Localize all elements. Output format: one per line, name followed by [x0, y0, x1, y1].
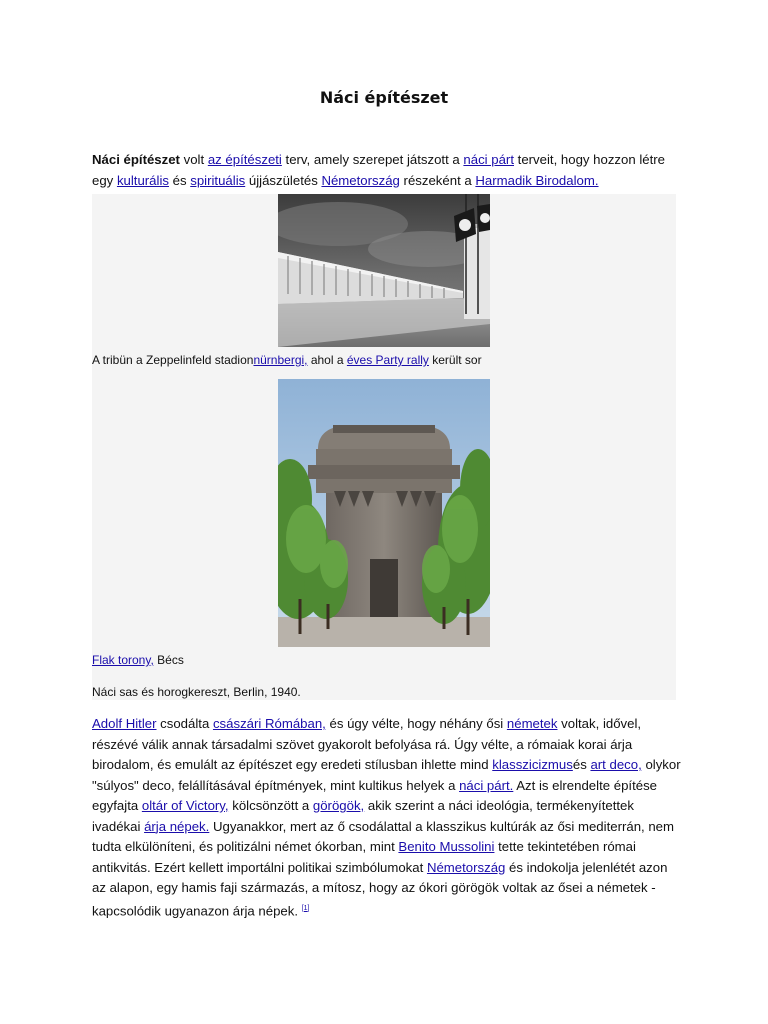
caption-text: került sor — [428, 353, 482, 367]
link-eves-party-rally[interactable]: éves Party rally — [346, 353, 429, 367]
link-harmadik-birodalom[interactable]: Harmadik Birodalom. — [475, 173, 599, 188]
body-text: tette tekintetében római antikvitás. Ezért kellett importálni politikai szimbólumokat — [92, 839, 636, 875]
link-adolf-hitler[interactable]: Adolf Hitler — [92, 716, 157, 731]
body-text: Ugyanakkor, mert az ő csodálattal a klasszikus kultúrák az ősi mediterrán, nem tudta elkülöníteni, és politizálni német ókorban, mint — [92, 818, 675, 854]
intro-paragraph — [92, 149, 682, 191]
page-title: Náci építészet — [319, 88, 449, 107]
caption-text: ahol a — [307, 353, 347, 367]
intro-text: volt — [179, 152, 208, 167]
link-arja-nepek[interactable]: árja népek. — [144, 818, 210, 834]
zeppelinfeld-photo — [278, 194, 490, 347]
intro-text: terv, amely szerepet játszott a — [281, 152, 464, 167]
body-text: voltak, idővel, részévé válik annak társadalmi szövet gyakorolt befolyása rá. Úgy vélte, a rómaiak korai árja birodalom, és emulált az építészet egy eredeti stílusban ihlette mind — [92, 716, 642, 772]
body-text: csodálta — [156, 716, 213, 731]
caption-eagle: Náci sas és horogkereszt, Berlin, 1940. — [92, 685, 301, 699]
link-nurnbergi[interactable]: nürnbergi, — [253, 353, 308, 367]
link-art-deco[interactable]: art deco, — [590, 757, 642, 772]
intro-bold-term: Náci építészet — [92, 152, 180, 167]
link-csaszari-romaban[interactable]: császári Rómában, — [212, 716, 326, 731]
intro-text: és — [168, 173, 191, 188]
intro-text: újjászületés — [245, 173, 322, 188]
link-flak-torony[interactable]: Flak torony, — [92, 653, 154, 667]
caption-text: Bécs — [153, 653, 184, 667]
link-klasszicizmus[interactable]: klasszicizmus — [492, 757, 573, 772]
link-az-epiteszeti[interactable]: az építészeti — [207, 152, 282, 167]
body-text: és úgy vélte, hogy néhány ősi — [325, 716, 507, 731]
link-naci-part-2[interactable]: náci párt. — [459, 777, 514, 793]
link-naci-part[interactable]: náci párt — [463, 152, 514, 167]
caption-zeppelinfeld — [92, 352, 482, 368]
link-oltar-of-victory[interactable]: oltár of Victory, — [141, 798, 229, 813]
intro-text: részeként a — [399, 173, 476, 188]
intro-text: terveit, hogy hozzon létre egy — [92, 152, 666, 188]
link-kulturalis[interactable]: kulturális — [116, 173, 169, 188]
link-spiritualis[interactable]: spirituális — [190, 173, 246, 188]
caption-flak-tower — [92, 652, 184, 668]
link-benito-mussolini[interactable]: Benito Mussolini — [398, 839, 495, 854]
link-gorogok[interactable]: görögök, — [312, 798, 365, 813]
link-nemetek[interactable]: németek — [506, 716, 558, 731]
body-text: akik szerint a náci ideológia, termékenyítettek ivadékai — [92, 798, 634, 834]
caption-text: A tribün a Zeppelinfeld stadion — [92, 353, 254, 367]
body-text: kölcsönzött a — [228, 798, 313, 813]
link-nemetorszag-2[interactable]: Németország — [426, 859, 506, 875]
body-text: és indokolja jelenlétét azon az alapon, egy hamis faji származás, a mítosz, hogy az ókori görögök voltak az ősei a németek - kapcsolódik ugyanazon árja népek. — [92, 859, 668, 918]
body-text: olykor "súlyos" deco, felállításával építmények, mint kultikus helyek a — [92, 757, 681, 793]
body-text: és — [572, 757, 591, 772]
footnote-link[interactable]: [1] — [301, 904, 310, 912]
flak-tower-photo — [278, 379, 490, 647]
link-nemetorszag[interactable]: Németország — [321, 173, 400, 188]
body-paragraph — [92, 714, 682, 921]
body-text: Azt is elrendelte építése egyfajta — [92, 777, 657, 813]
